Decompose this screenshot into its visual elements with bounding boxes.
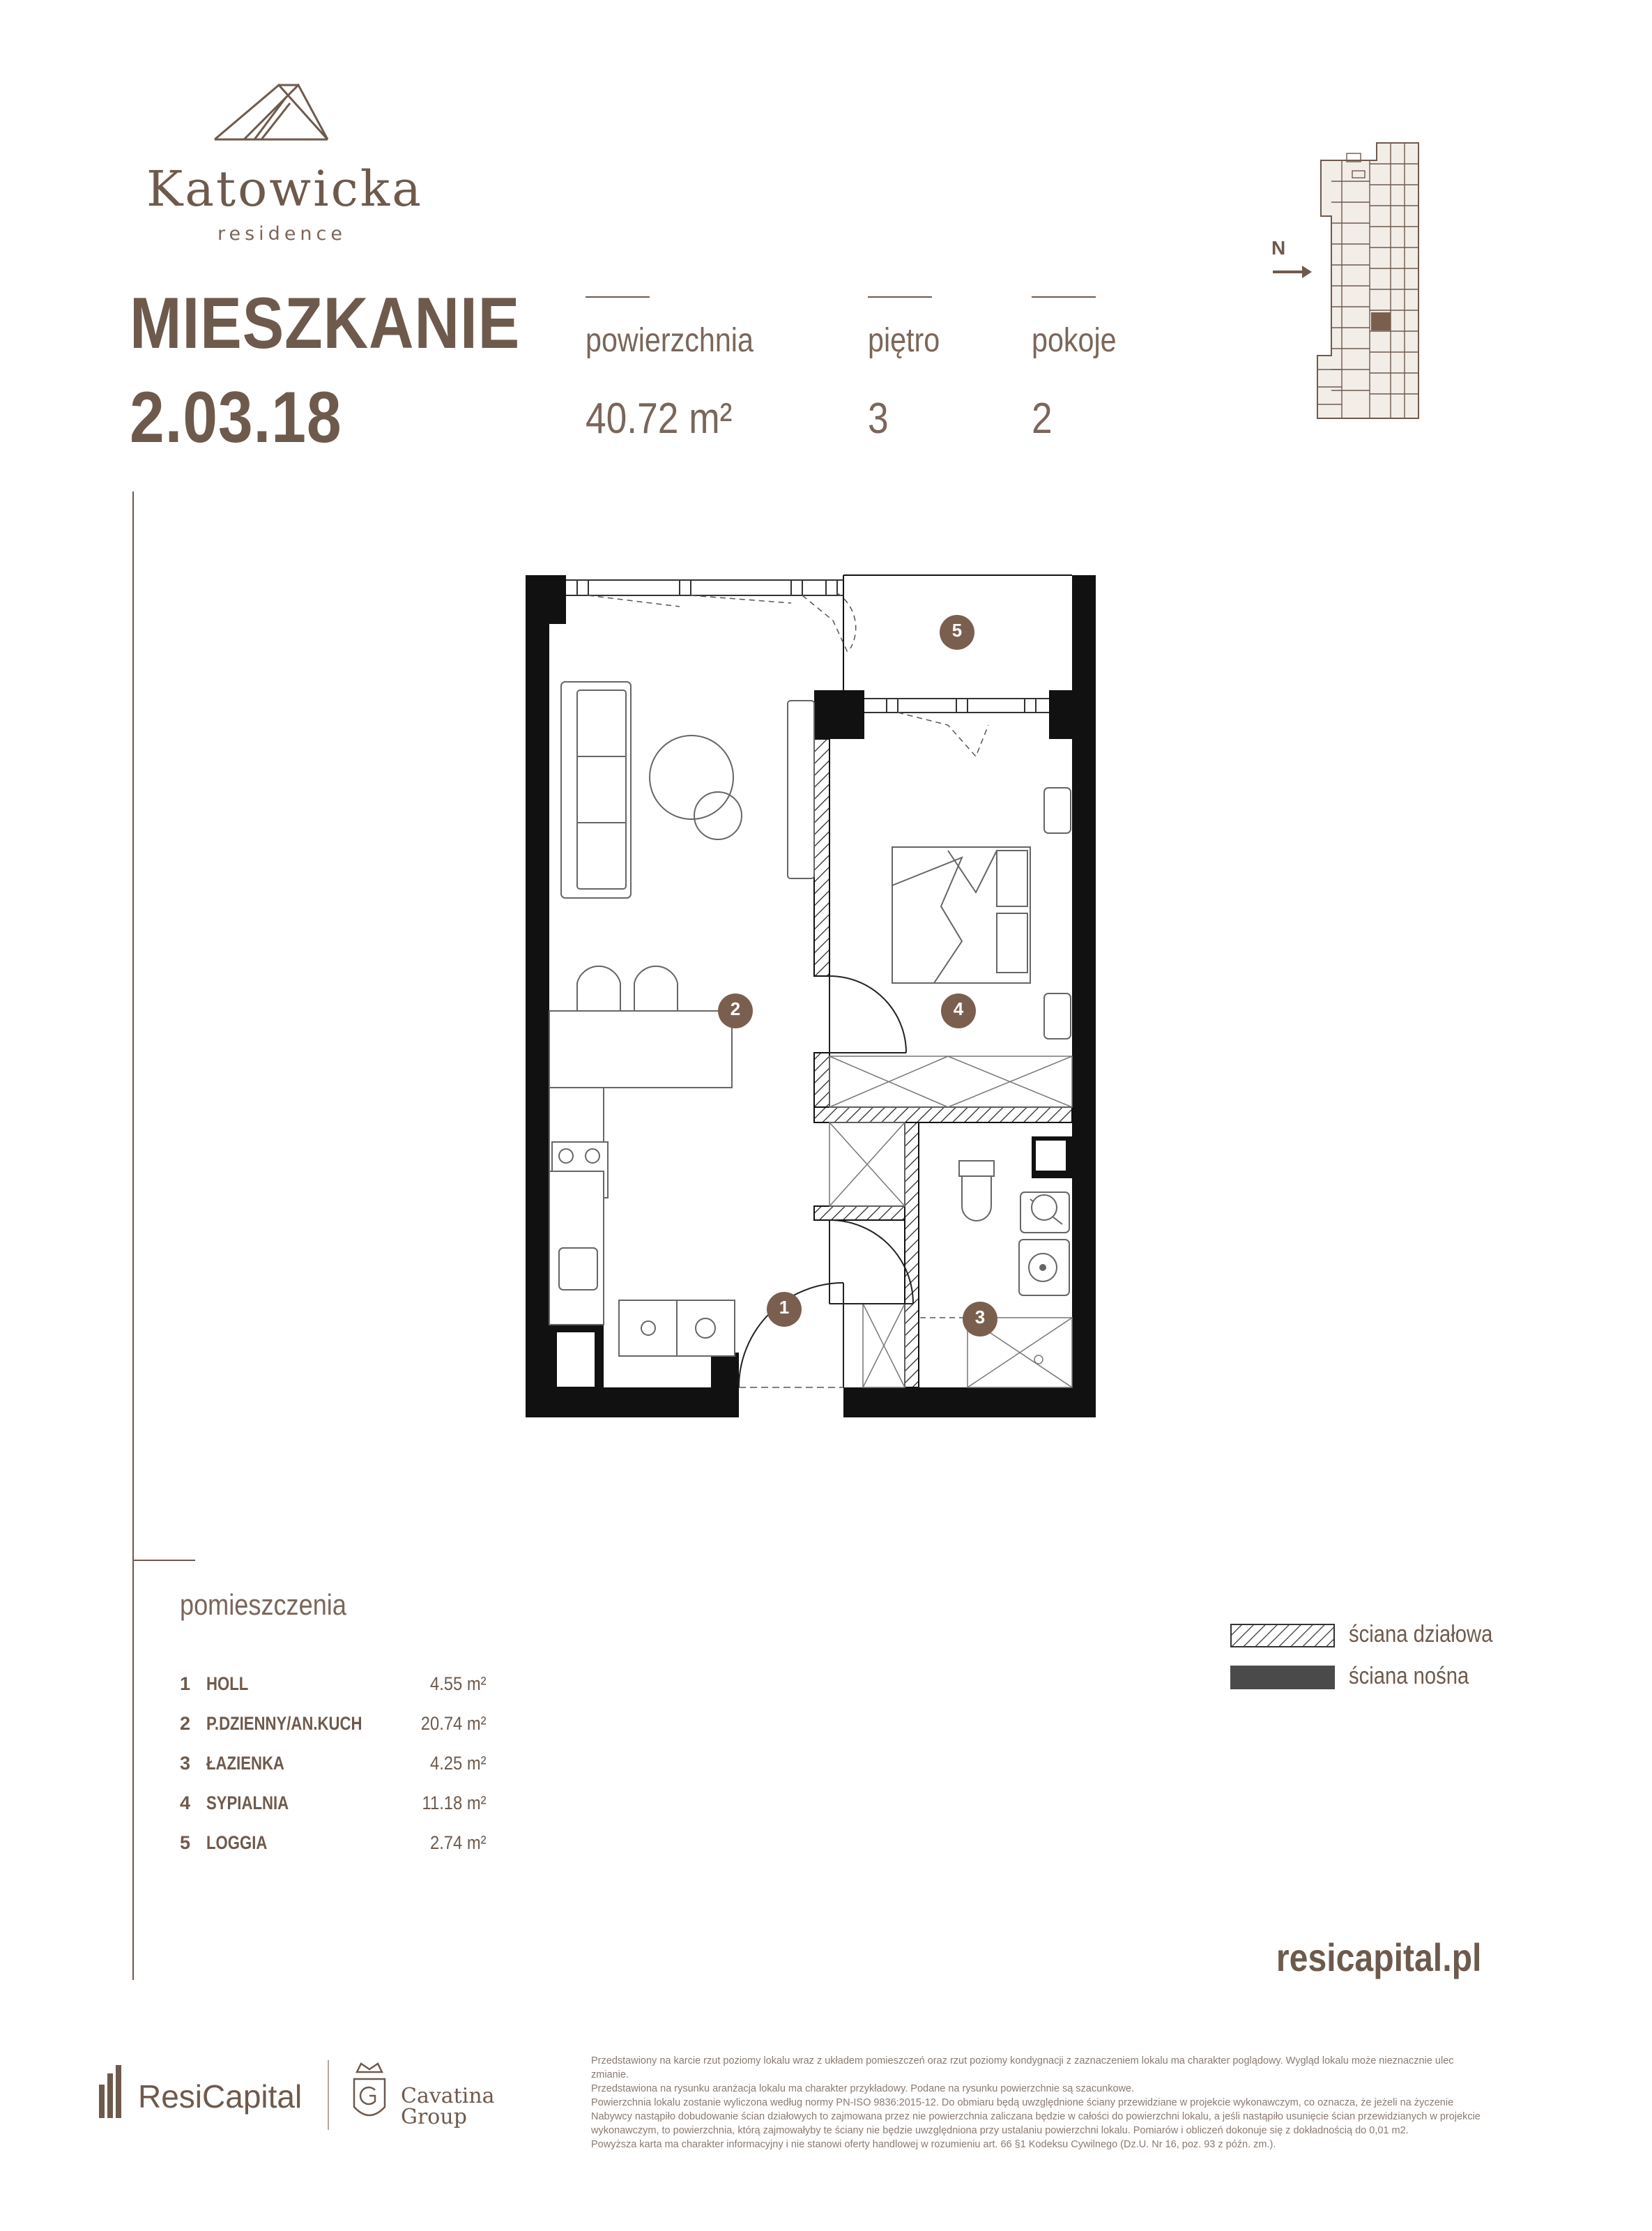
disclaimer <box>591 2054 1490 2152</box>
meta-divider <box>586 296 650 298</box>
meta-area <box>586 296 754 443</box>
solid-wall-swatch <box>1230 1666 1335 1689</box>
legend-hatched-label: ściana działowa <box>1349 1621 1493 1647</box>
room-number: 2 <box>180 1713 191 1734</box>
website-link[interactable]: resicapital.pl <box>1276 1935 1481 1979</box>
meta-floor-label: piętro <box>868 322 940 359</box>
brand-name: Katowicka <box>146 160 423 218</box>
rooms-divider <box>132 1560 195 1561</box>
room-marker-4: 4 <box>953 998 964 1019</box>
left-rule <box>132 492 134 1980</box>
room-row <box>180 1792 487 1820</box>
room-name: P.DZIENNY/AN.KUCH <box>206 1713 362 1734</box>
building-outline-icon <box>1303 139 1429 425</box>
room-marker-5: 5 <box>951 620 963 641</box>
room-area: 2.74 m² <box>430 1832 487 1853</box>
meta-area-label: powierzchnia <box>586 322 754 359</box>
room-row <box>180 1673 487 1701</box>
cavatina-logo <box>349 2057 516 2133</box>
room-marker-1: 1 <box>779 1297 790 1318</box>
cavatina-name: Cavatina <box>401 2084 495 2108</box>
resicapital-logo <box>98 2064 321 2119</box>
mountain-logo-icon <box>139 77 418 146</box>
meta-rooms-label: pokoje <box>1032 322 1117 359</box>
meta-floor <box>868 296 940 443</box>
meta-rooms-value: 2 <box>1032 395 1053 443</box>
resicapital-logo-icon <box>98 2064 132 2119</box>
apartment-title: MIESZKANIE <box>130 283 521 364</box>
room-number: 5 <box>180 1832 191 1853</box>
room-marker-2: 2 <box>730 998 741 1019</box>
room-marker-3: 3 <box>974 1307 986 1327</box>
floor-plan-drawing <box>516 565 1115 1422</box>
disclaimer-paragraph: Powierzchnia lokalu zostanie wyliczona według normy PN-ISO 9836:2015-12. Do obmiaru będą uwzględnione ściany przewidziane w projekcie wykonawczym, co oznacza, że jeżeli na życzenie Nabywcy nastąpiło dobudowanie ścian działowych to zajmowana przez nie powierzchnia zaliczana będzie w całości do powierzchni lokalu, a jeśli nastąpiło usunięcie ścian przewidzianych w projekcie wykonawczym, to powierzchnia, którą zajmowałyby te ściany nie będzie uwzględniona przy ustalaniu powierzchni lokalu. Pomiarów i obliczeń dokonuje się z dokładnością do 0,01 m2. <box>591 2097 1481 2136</box>
room-name: ŁAZIENKA <box>206 1753 284 1774</box>
brand-subtitle: residence <box>217 223 347 245</box>
cavatina-group: Group <box>401 2105 467 2129</box>
meta-divider <box>868 296 932 298</box>
hatched-wall-swatch <box>1230 1624 1335 1647</box>
room-area: 4.25 m² <box>430 1753 487 1774</box>
room-area: 4.55 m² <box>430 1673 487 1694</box>
disclaimer-paragraph: Powyższa karta ma charakter informacyjny i nie stanowi oferty handlowej w rozumieniu art. 66 §1 Kodeksu Cywilnego (Dz.U. Nr 16, poz. 93 z późn. zm.). <box>591 2139 1276 2150</box>
brand-logo <box>139 77 423 251</box>
meta-divider <box>1032 296 1096 298</box>
room-number: 4 <box>180 1792 191 1813</box>
cavatina-crest-icon <box>349 2057 390 2126</box>
room-row <box>180 1753 487 1781</box>
room-area: 11.18 m² <box>422 1792 487 1813</box>
north-label: N <box>1271 237 1286 259</box>
footer-separator <box>328 2060 329 2130</box>
floor-plan <box>516 565 1115 1422</box>
key-plan <box>1262 139 1443 432</box>
resicapital-name: ResiCapital <box>138 2078 303 2115</box>
disclaimer-paragraph: Przedstawiona na rysunku aranżacja lokalu ma charakter przykładowy. Podane na rysunku powierzchnie są szacunkowe. <box>591 2083 1135 2094</box>
room-row <box>180 1713 487 1741</box>
room-number: 3 <box>180 1753 191 1774</box>
meta-floor-value: 3 <box>868 395 889 443</box>
disclaimer-paragraph: Przedstawiony na karcie rzut poziomy lokalu wraz z układem pomieszczeń oraz rzut poziomy kondygnacji z zaznaczeniem lokalu ma charakter poglądowy. Wygląd lokalu może nieznacznie ulec zmianie. <box>591 2055 1454 2080</box>
room-name: SYPIALNIA <box>206 1792 289 1813</box>
room-area: 20.74 m² <box>421 1713 487 1734</box>
room-row <box>180 1832 487 1860</box>
legend <box>1230 1621 1509 1705</box>
legend-solid-label: ściana nośna <box>1349 1663 1469 1689</box>
meta-area-value: 40.72 m² <box>586 395 733 443</box>
room-number: 1 <box>180 1673 191 1694</box>
room-name: LOGGIA <box>206 1832 268 1853</box>
room-name: HOLL <box>206 1673 249 1694</box>
meta-rooms <box>1032 296 1117 443</box>
apartment-number: 2.03.18 <box>130 377 342 458</box>
rooms-heading: pomieszczenia <box>180 1588 346 1621</box>
